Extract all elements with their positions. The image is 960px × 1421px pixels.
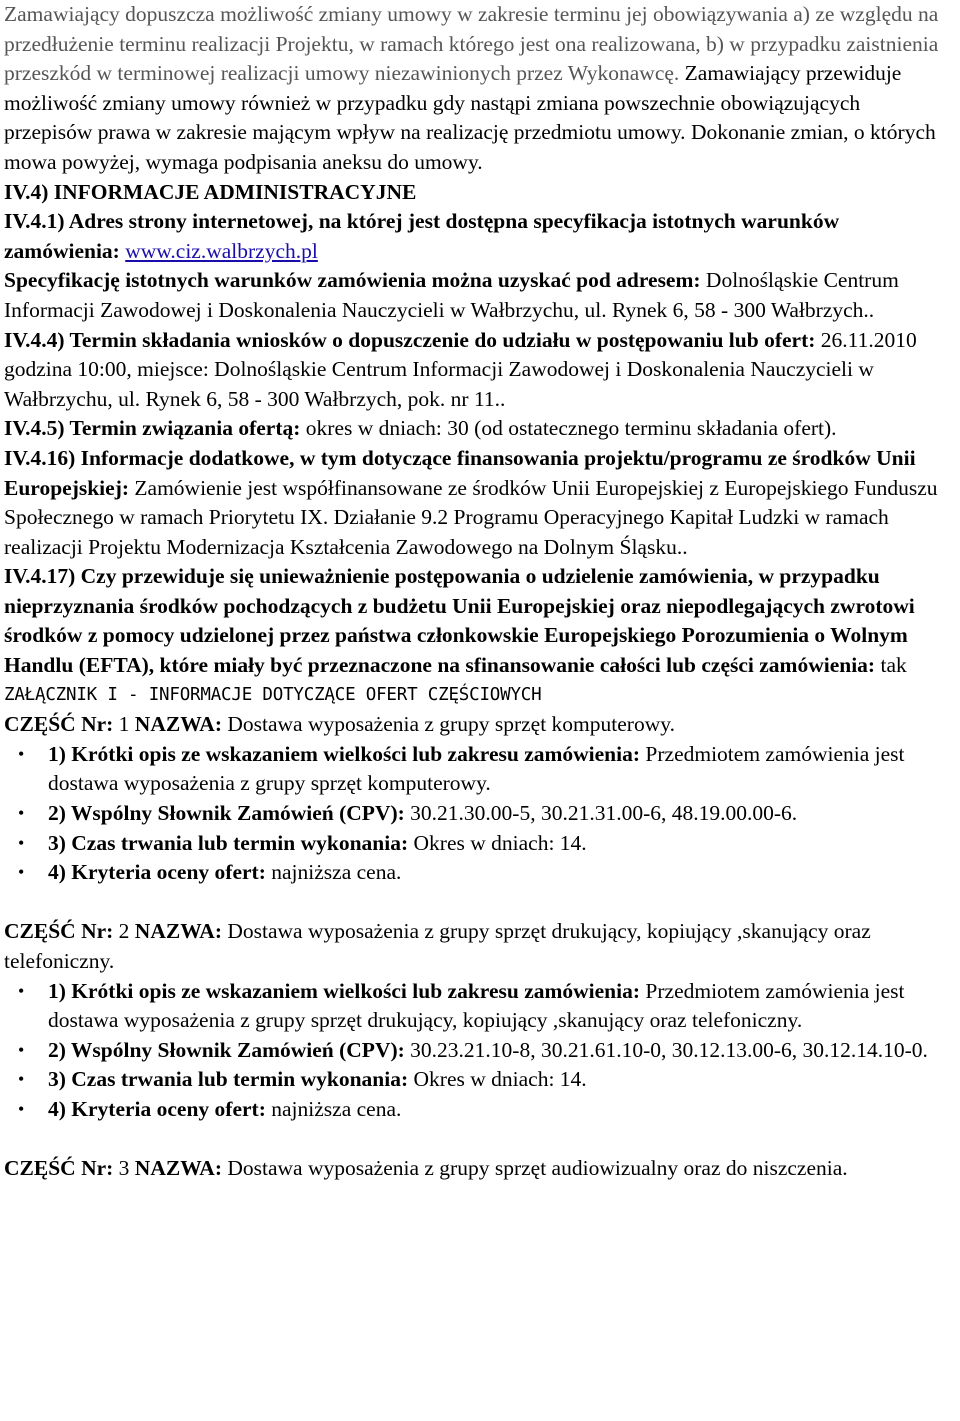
cpv-value: 30.23.21.10-8, 30.21.61.10-0, 30.12.13.00-6, 30.12.14.10-0. [404, 1037, 928, 1062]
item-iv416-label: IV.4.16) Informacje dodatkowe, w tym dotyczące finansowania projektu/programu ze środków Unii Europejskiej: [4, 445, 916, 500]
part-1-name: Dostawa wyposażenia z grupy sprzęt komputerowy. [222, 712, 675, 737]
part-3-name: Dostawa wyposażenia z grupy sprzęt audiowizualny oraz do niszczenia. [222, 1156, 848, 1181]
item-iv45-value: okres w dniach: 30 (od ostatecznego terminu składania ofert). [300, 416, 837, 441]
bullet-icon: • [18, 803, 25, 824]
part-1-number: 1 [113, 712, 135, 737]
time-label: 3) Czas trwania lub termin wykonania: [48, 1067, 409, 1092]
item-iv44 [0, 326, 956, 415]
bullet-icon: • [18, 1039, 25, 1060]
part-1-name-label: NAZWA: [134, 712, 222, 737]
list-item [0, 858, 956, 888]
bullet-icon: • [18, 832, 25, 853]
item-iv45-label: IV.4.5) Termin związania ofertą: [4, 416, 301, 441]
cpv-label: 2) Wspólny Słownik Zamówień (CPV): [48, 801, 405, 826]
item-iv416 [0, 444, 956, 562]
bullet-icon: • [18, 1069, 25, 1090]
list-item [0, 829, 956, 859]
list-item [0, 799, 956, 829]
intro-part-3: Dokonanie zmian, o których mowa powyżej, wymaga podpisania aneksu do umowy. [4, 120, 936, 174]
part-2-name-label: NAZWA: [134, 919, 222, 944]
spec-address-label: Specyfikację istotnych warunków zamówienia można uzyskać pod adresem: [4, 268, 701, 293]
list-item [0, 977, 956, 1036]
criteria-label: 4) Kryteria oceny ofert: [48, 1096, 266, 1121]
desc-label: 1) Krótki opis ze wskazaniem wielkości lub zakresu zamówienia: [48, 978, 641, 1003]
intro-part-1: Zamawiający dopuszcza możliwość zmiany umowy w zakresie terminu jej obowiązywania a) ze względu na przedłużenie terminu realizacji Projektu, w ramach którego jest ona realizowana, b) w przypadku zaistnienia przeszkód w terminowej realizacji umowy niezawinionych przez Wykonawcę. [4, 2, 939, 86]
item-iv417-value: tak [875, 653, 907, 678]
time-value: Okres w dniach: 14. [408, 1067, 587, 1092]
list-item [0, 1036, 956, 1066]
item-iv417-label: IV.4.17) Czy przewiduje się unieważnienie postępowania o udzielenie zamówienia, w przypadku nieprzyznania środków pochodzących z budżetu Unii Europejskiej oraz niepodlegających zwrotowi środków z pomocy udzielonej przez państwa członkowskie Europejskiego Porozumienia o Wolnym Handlu (EFTA), które miały być przeznaczone na sfinansowanie całości lub części zamówienia: [4, 564, 915, 678]
part-3-name-label: NAZWA: [134, 1156, 222, 1181]
list-item [0, 1095, 956, 1125]
spacer [0, 888, 956, 918]
list-item [0, 740, 956, 799]
part-2-number: 2 [113, 919, 135, 944]
bullet-icon: • [18, 1098, 25, 1119]
item-iv44-value: 26.11.2010 godzina 10:00, miejsce: Dolnośląskie Centrum Informacji Zawodowej i Doskonalenia Nauczycieli w Wałbrzychu, ul. Rynek 6, 58 - 300 Wałbrzych, pok. nr 11.. [4, 327, 917, 411]
time-value: Okres w dniach: 14. [408, 830, 587, 855]
desc-value: Przedmiotem zamówienia jest dostawa wyposażenia z grupy sprzęt drukujący, kopiujący ,skanujący oraz telefoniczny. [48, 978, 905, 1033]
spec-website-link[interactable]: www.ciz.walbrzych.pl [125, 238, 318, 263]
part-2-details [0, 977, 956, 1125]
part-2-header [0, 917, 956, 976]
part-3-number: 3 [113, 1156, 135, 1181]
part-2-label: CZĘŚĆ Nr: [4, 919, 114, 944]
bullet-icon: • [18, 862, 25, 883]
part-1-header [0, 710, 956, 740]
criteria-value: najniższa cena. [265, 1096, 402, 1121]
intro-part-2: Zamawiający przewiduje możliwość zmiany umowy również w przypadku gdy nastąpi zmiana powszechnie obowiązujących przepisów prawa w zakresie mającym wpływ na realizację przedmiotu umowy. [4, 61, 902, 145]
item-iv45 [0, 414, 956, 444]
item-iv44-label: IV.4.4) Termin składania wniosków o dopuszczenie do udziału w postępowaniu lub ofert: [4, 327, 816, 352]
item-iv417 [0, 562, 956, 680]
annex-title: ZAŁĄCZNIK I - INFORMACJE DOTYCZĄCE OFERT CZĘŚCIOWYCH [4, 684, 542, 705]
spec-address-value: Dolnośląskie Centrum Informacji Zawodowej i Doskonalenia Nauczycieli w Wałbrzychu, ul. Rynek 6, 58 - 300 Wałbrzych.. [4, 268, 899, 322]
list-item [0, 1065, 956, 1095]
criteria-label: 4) Kryteria oceny ofert: [48, 860, 266, 885]
time-label: 3) Czas trwania lub termin wykonania: [48, 830, 409, 855]
criteria-value: najniższa cena. [265, 860, 402, 885]
desc-label: 1) Krótki opis ze wskazaniem wielkości lub zakresu zamówienia: [48, 741, 641, 766]
part-1-label: CZĘŚĆ Nr: [4, 712, 114, 737]
part-3-header [0, 1154, 956, 1184]
spec-address [0, 266, 956, 325]
item-iv41-label: IV.4.1) Adres strony internetowej, na której jest dostępna specyfikacja istotnych warunków zamówienia: [4, 209, 840, 263]
item-iv416-value: Zamówienie jest współfinansowane ze środków Unii Europejskiej z Europejskiego Funduszu Społecznego w ramach Priorytetu IX. Działanie 9.2 Programu Operacyjnego Kapitał Ludzki w ramach realizacji Projektu Modernizacja Kształcenia Zawodowego na Dolnym Śląsku.. [4, 475, 938, 559]
desc-value: Przedmiotem zamówienia jest dostawa wyposażenia z grupy sprzęt komputerowy. [48, 741, 905, 796]
section-heading-iv4: IV.4) INFORMACJE ADMINISTRACYJNE [4, 179, 417, 204]
part-1-details [0, 740, 956, 888]
spacer [0, 1125, 956, 1155]
bullet-icon: • [18, 743, 25, 764]
cpv-value: 30.21.30.00-5, 30.21.31.00-6, 48.19.00.00-6. [404, 801, 798, 826]
part-3-label: CZĘŚĆ Nr: [4, 1156, 114, 1181]
cpv-label: 2) Wspólny Słownik Zamówień (CPV): [48, 1037, 405, 1062]
part-2-name: Dostawa wyposażenia z grupy sprzęt drukujący, kopiujący ,skanujący oraz telefoniczny. [4, 919, 871, 973]
item-iv41 [0, 207, 956, 266]
bullet-icon: • [18, 980, 25, 1001]
intro-paragraph [0, 0, 956, 178]
